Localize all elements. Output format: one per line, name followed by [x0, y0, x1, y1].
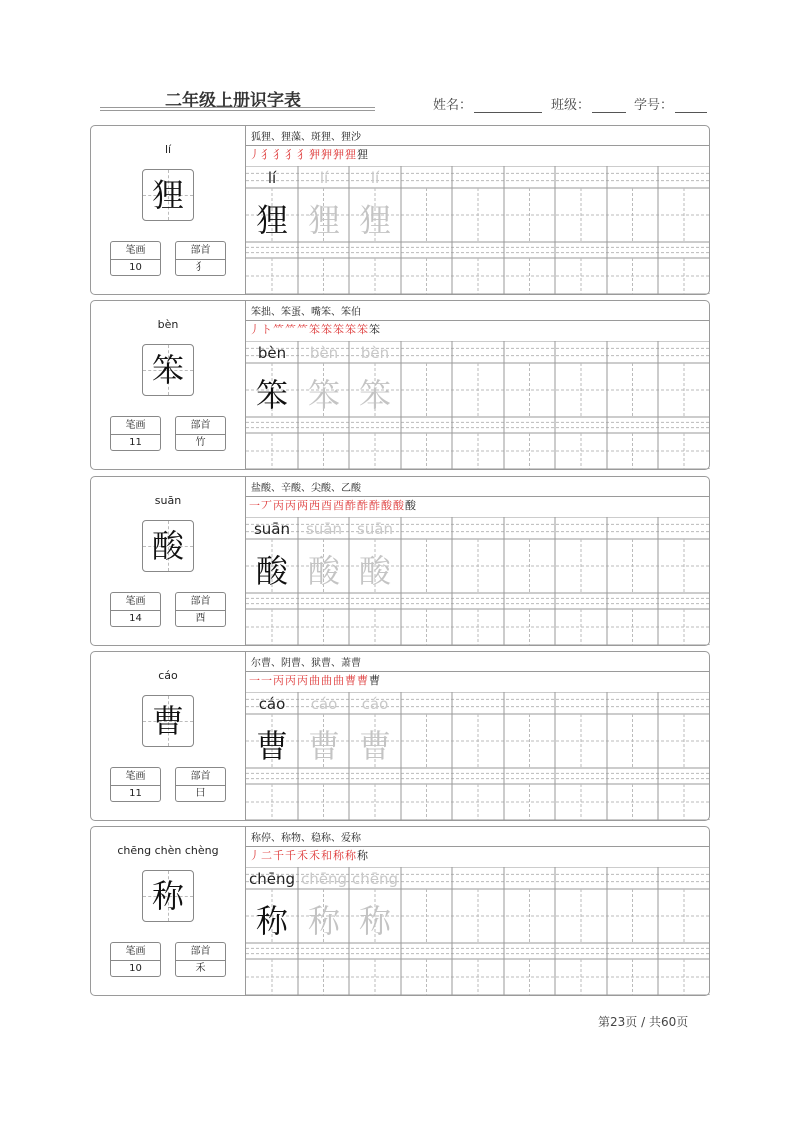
stroke-step: 称 — [345, 849, 357, 862]
word-examples: 笨拙、笨蛋、嘴笨、笨伯 — [251, 307, 361, 318]
trace-pinyin: chēng — [300, 870, 347, 888]
stroke-step: 酉 — [321, 499, 333, 512]
name-label: 姓名： — [433, 98, 473, 113]
char-pinyin: chēng chèn chèng — [117, 844, 219, 857]
stroke-order — [249, 321, 381, 340]
char-pinyin: bèn — [157, 318, 179, 331]
char-display-box — [142, 695, 194, 747]
stroke-step: 丙 — [273, 674, 285, 687]
stroke-step: 曲 — [321, 674, 333, 687]
stroke-step: 和 — [321, 849, 333, 862]
strokes-tag — [110, 942, 161, 977]
char-display-box — [142, 870, 194, 922]
stroke-order — [249, 672, 381, 691]
stroke-step: 笨 — [369, 323, 381, 336]
char-card — [90, 476, 710, 646]
stroke-step: 狎 — [333, 148, 345, 161]
number-label: 学号： — [634, 98, 674, 113]
char-card — [90, 826, 710, 996]
name-field[interactable] — [433, 94, 542, 113]
stroke-step: 丿 — [249, 148, 261, 161]
practice-char: 曹 — [255, 727, 288, 765]
title-underline-2 — [100, 110, 375, 111]
stroke-step: 丙 — [273, 499, 285, 512]
stroke-step: 一 — [249, 499, 261, 512]
stroke-order — [249, 146, 369, 165]
stroke-step: 狎 — [309, 148, 321, 161]
radical-value: 酉 — [195, 613, 206, 624]
radical-value: 禾 — [195, 963, 206, 974]
stroke-step: 笨 — [357, 323, 369, 336]
class-label: 班级： — [551, 98, 591, 113]
stroke-step: 二 — [261, 849, 273, 862]
radical-value: 曰 — [195, 788, 206, 799]
word-examples: 称停、称物、稳称、爱称 — [251, 833, 361, 844]
class-blank[interactable] — [592, 99, 626, 113]
stroke-step: 曹 — [369, 674, 381, 687]
trace-char: 称 — [307, 902, 340, 940]
number-blank[interactable] — [675, 99, 707, 113]
trace-char: 笨 — [307, 376, 340, 414]
stroke-step: ⺮ — [285, 323, 297, 336]
stroke-order — [249, 847, 369, 866]
char-glyph: 笨 — [151, 351, 184, 389]
stroke-step: 犭 — [297, 148, 309, 161]
radical-label: 部首 — [176, 593, 225, 611]
strokes-count: 14 — [129, 613, 142, 624]
char-info-panel — [91, 477, 246, 645]
stroke-step: 丿 — [249, 323, 261, 336]
stroke-step: 狸 — [345, 148, 357, 161]
strokes-label: 笔画 — [111, 242, 160, 260]
stroke-step: 曲 — [309, 674, 321, 687]
stroke-step: 酢 — [345, 499, 357, 512]
stroke-step: 西 — [309, 499, 321, 512]
stroke-step: 称 — [357, 849, 369, 862]
stroke-step: 狸 — [357, 148, 369, 161]
stroke-step: 曹 — [345, 674, 357, 687]
word-examples: 盐酸、辛酸、尖酸、乙酸 — [251, 483, 361, 494]
title-underline — [100, 107, 375, 108]
class-field[interactable] — [551, 94, 626, 113]
radical-label: 部首 — [176, 768, 225, 786]
char-card — [90, 651, 710, 821]
char-card — [90, 125, 710, 295]
trace-pinyin: lí — [319, 169, 329, 187]
stroke-step: ⺮ — [273, 323, 285, 336]
radical-tag — [175, 592, 226, 627]
trace-pinyin: cáo — [361, 695, 389, 713]
stroke-step: 一 — [249, 674, 261, 687]
strokes-label: 笔画 — [111, 943, 160, 961]
stroke-step: 狎 — [321, 148, 333, 161]
radical-tag — [175, 241, 226, 276]
page-number: 第23页 / 共60页 — [598, 1015, 689, 1029]
stroke-step: 一 — [261, 674, 273, 687]
char-glyph: 曹 — [151, 702, 184, 740]
radical-tag — [175, 942, 226, 977]
radical-tag — [175, 767, 226, 802]
stroke-step: 曹 — [357, 674, 369, 687]
stroke-step: 酢 — [369, 499, 381, 512]
stroke-order — [249, 497, 417, 516]
radical-label: 部首 — [176, 242, 225, 260]
word-examples: 尔曹、阴曹、狱曹、萧曹 — [251, 658, 361, 669]
char-pinyin: suān — [154, 494, 182, 507]
stroke-step: 犭 — [273, 148, 285, 161]
char-glyph: 狸 — [151, 176, 184, 214]
stroke-step: 笨 — [345, 323, 357, 336]
trace-pinyin: suān — [305, 520, 343, 538]
char-pinyin: lí — [164, 143, 172, 156]
stroke-step: 酉 — [333, 499, 345, 512]
practice-char: 笨 — [255, 376, 288, 414]
practice-pinyin: cáo — [258, 695, 286, 713]
char-display-box — [142, 169, 194, 221]
stroke-step: 犭 — [285, 148, 297, 161]
stroke-step: 禾 — [309, 849, 321, 862]
trace-char: 酸 — [358, 552, 391, 590]
strokes-label: 笔画 — [111, 593, 160, 611]
stroke-step: ⺮ — [297, 323, 309, 336]
strokes-count: 11 — [129, 788, 142, 799]
radical-tag — [175, 416, 226, 451]
strokes-tag — [110, 592, 161, 627]
practice-pinyin: suān — [253, 520, 291, 538]
radical-value: 犭 — [195, 262, 206, 273]
stroke-step: 笨 — [333, 323, 345, 336]
strokes-label: 笔画 — [111, 417, 160, 435]
practice-char: 狸 — [255, 201, 288, 239]
practice-char: 称 — [255, 902, 288, 940]
stroke-step: 丙 — [285, 499, 297, 512]
practice-pinyin: chēng — [248, 870, 295, 888]
char-card — [90, 300, 710, 470]
stroke-step: 酸 — [405, 499, 417, 512]
radical-label: 部首 — [176, 417, 225, 435]
stroke-step: 丿 — [249, 849, 261, 862]
practice-pinyin: lí — [267, 169, 277, 187]
radical-label: 部首 — [176, 943, 225, 961]
strokes-label: 笔画 — [111, 768, 160, 786]
trace-char: 狸 — [358, 201, 391, 239]
trace-char: 曹 — [358, 727, 391, 765]
char-display-box — [142, 344, 194, 396]
practice-pinyin: bèn — [257, 344, 287, 362]
strokes-tag — [110, 767, 161, 802]
char-info-panel — [91, 301, 246, 469]
word-examples: 狐狸、狸藻、斑狸、狸沙 — [251, 132, 361, 143]
trace-char: 曹 — [307, 727, 340, 765]
stroke-step: 酸 — [393, 499, 405, 512]
char-pinyin: cáo — [158, 669, 178, 682]
char-glyph: 称 — [151, 877, 184, 915]
stroke-step: ト — [261, 323, 273, 336]
stroke-step: 千 — [273, 849, 285, 862]
trace-pinyin: suān — [356, 520, 394, 538]
stroke-step: 曲 — [333, 674, 345, 687]
number-field[interactable] — [634, 94, 707, 113]
char-glyph: 酸 — [151, 527, 184, 565]
stroke-step: 两 — [297, 499, 309, 512]
trace-pinyin: bèn — [309, 344, 339, 362]
strokes-count: 10 — [129, 262, 142, 273]
strokes-tag — [110, 416, 161, 451]
name-blank[interactable] — [474, 99, 542, 113]
strokes-count: 11 — [129, 437, 142, 448]
stroke-step: 禾 — [297, 849, 309, 862]
strokes-count: 10 — [129, 963, 142, 974]
char-info-panel — [91, 652, 246, 820]
stroke-step: 酸 — [381, 499, 393, 512]
strokes-tag — [110, 241, 161, 276]
trace-pinyin: bèn — [360, 344, 390, 362]
trace-char: 酸 — [307, 552, 340, 590]
trace-char: 称 — [358, 902, 391, 940]
stroke-step: 丆 — [261, 499, 273, 512]
trace-pinyin: chēng — [351, 870, 398, 888]
trace-pinyin: cáo — [310, 695, 338, 713]
char-display-box — [142, 520, 194, 572]
page-title: 二年级上册识字表 — [165, 91, 301, 111]
stroke-step: 千 — [285, 849, 297, 862]
stroke-step: 丙 — [297, 674, 309, 687]
stroke-step: 犭 — [261, 148, 273, 161]
stroke-step: 笨 — [321, 323, 333, 336]
trace-char: 笨 — [358, 376, 391, 414]
stroke-step: 酢 — [357, 499, 369, 512]
stroke-step: 笨 — [309, 323, 321, 336]
radical-value: 竹 — [195, 437, 206, 448]
trace-char: 狸 — [307, 201, 340, 239]
stroke-step: 称 — [333, 849, 345, 862]
trace-pinyin: lí — [370, 169, 380, 187]
char-info-panel — [91, 827, 246, 995]
practice-char: 酸 — [255, 552, 288, 590]
stroke-step: 丙 — [285, 674, 297, 687]
char-info-panel — [91, 126, 246, 294]
